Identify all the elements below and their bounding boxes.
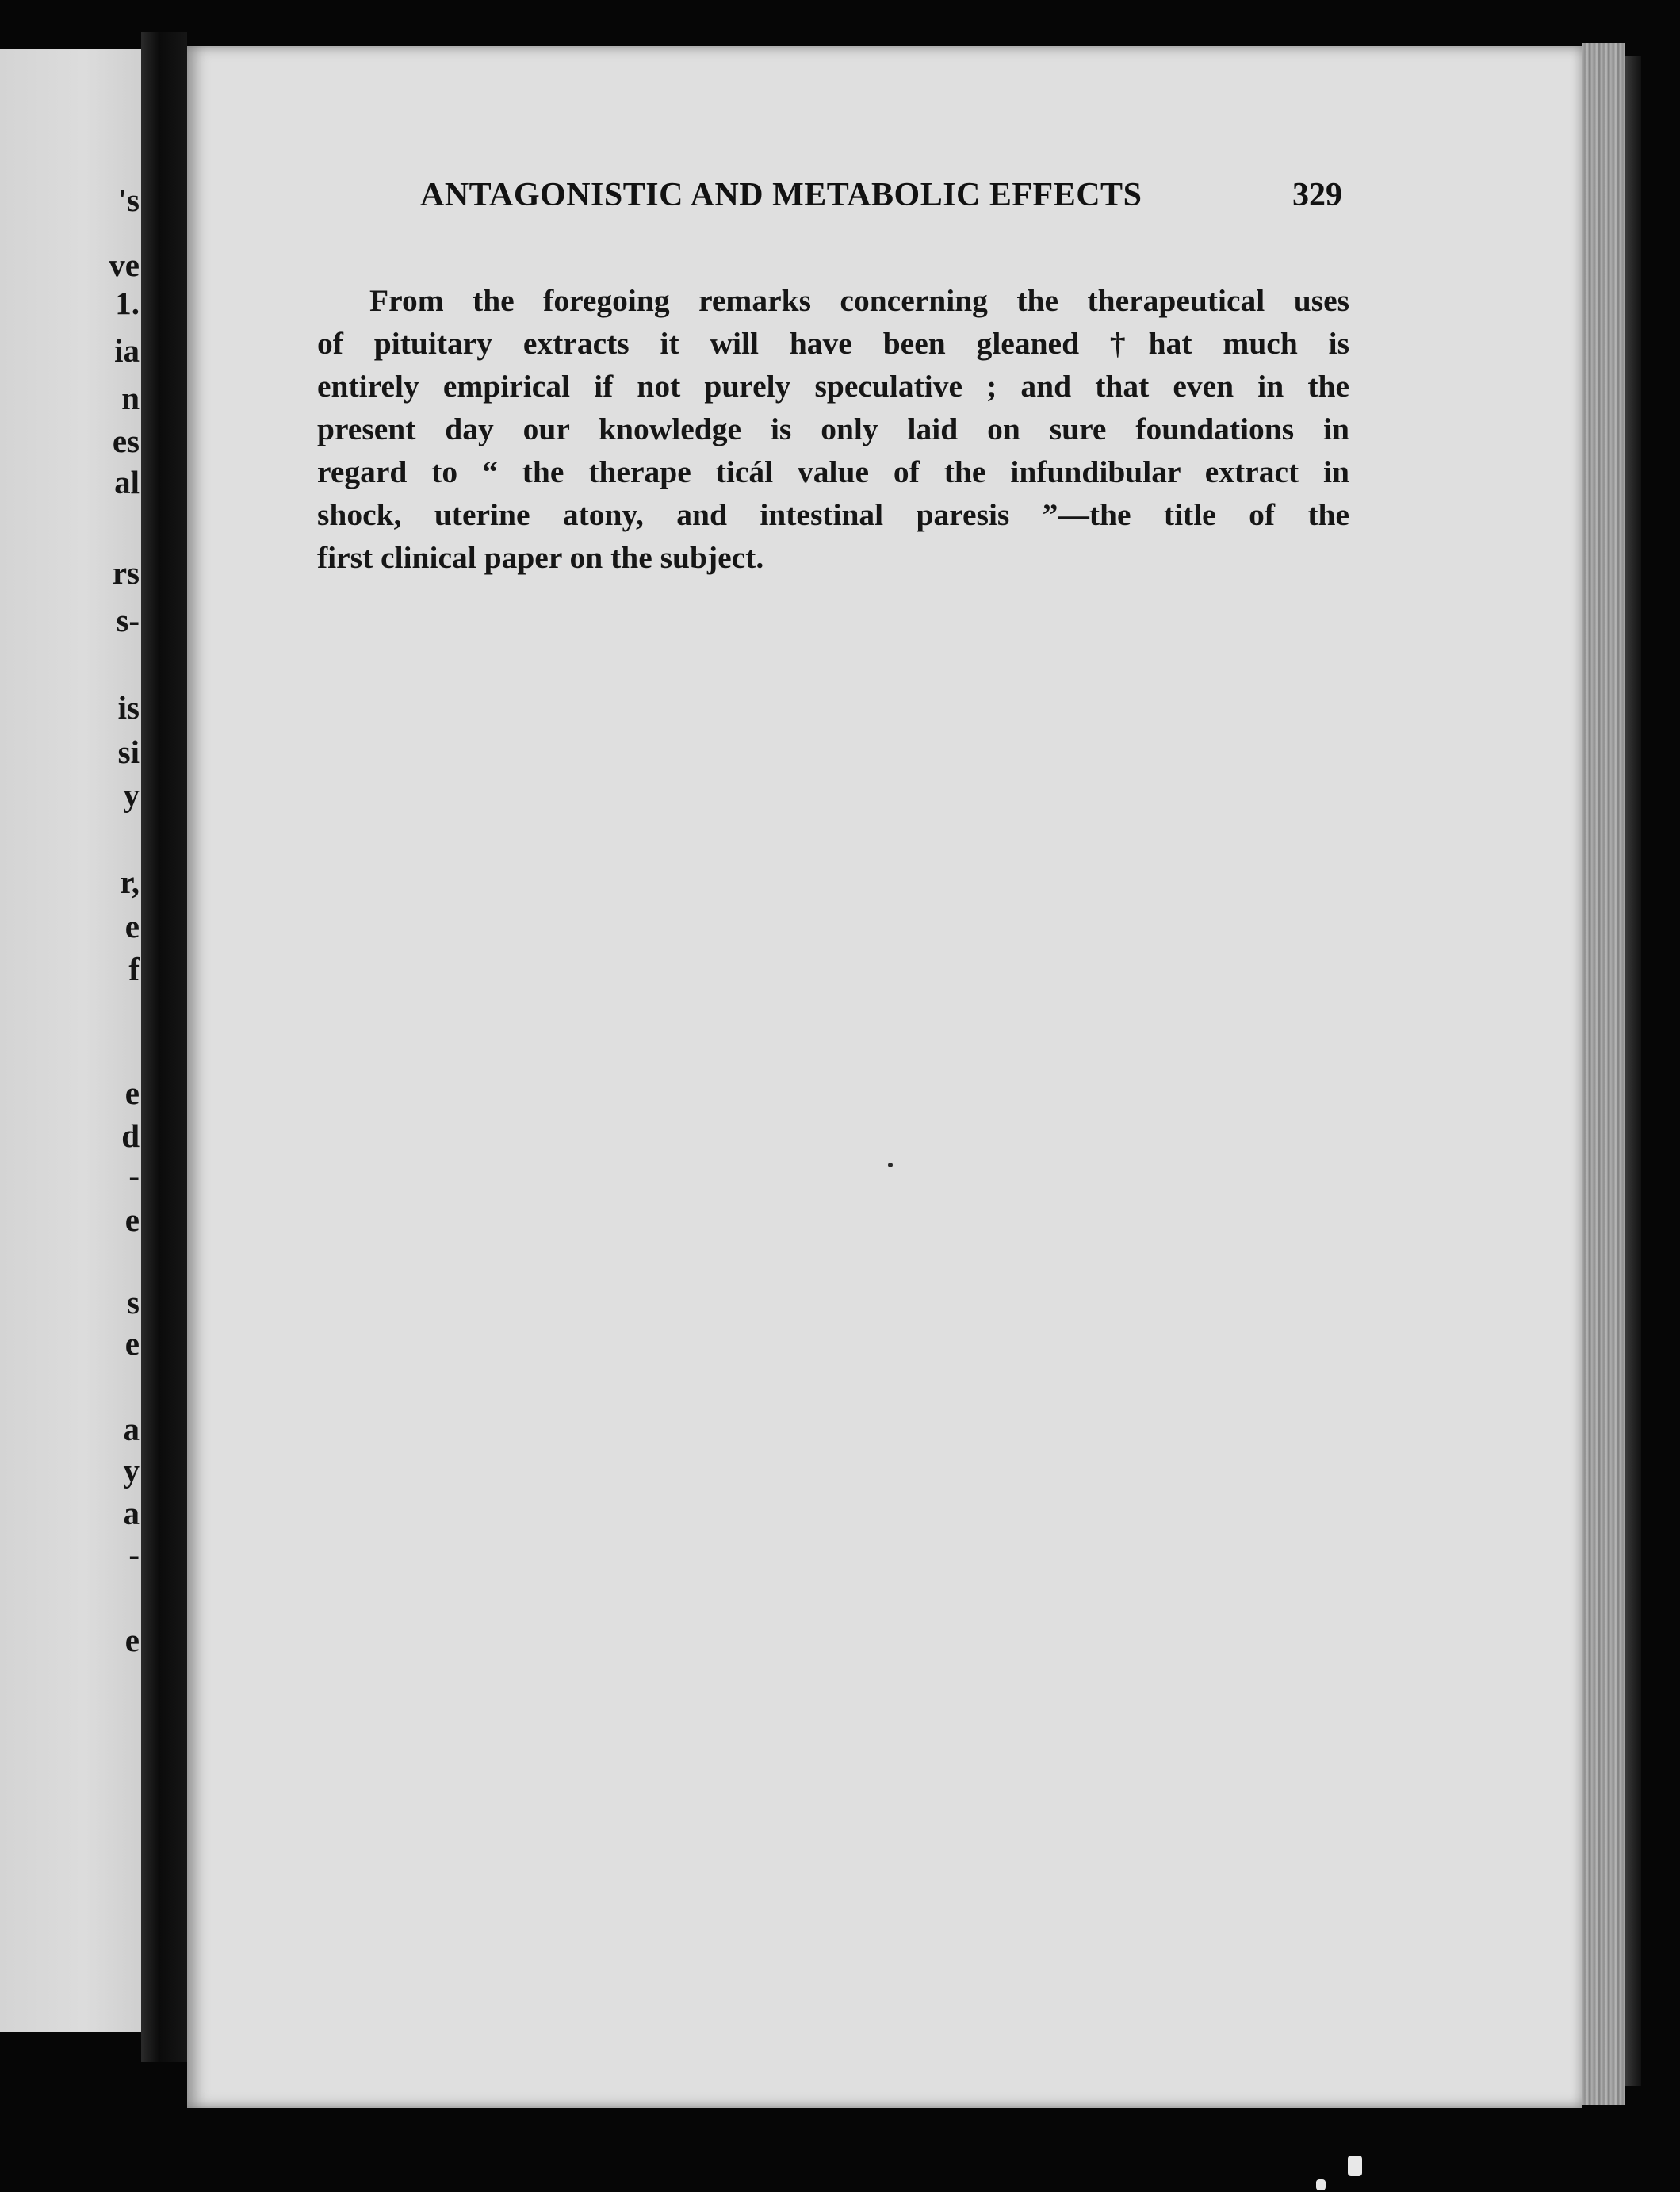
paragraph-line: shock, uterine atony, and intestinal paresis ”—the title of the xyxy=(317,497,1349,532)
left-page-fragment: is xyxy=(117,689,140,726)
book-gutter xyxy=(141,32,187,2062)
scan-artifact xyxy=(1348,2156,1362,2176)
paragraph-line: of pituitary extracts it will have been gleaned †hat much is xyxy=(317,326,1349,361)
left-page-fragment: e xyxy=(124,1075,140,1111)
paragraph-line: present day our knowledge is only laid on sure foundations in xyxy=(317,412,1349,446)
left-page-fragment: e xyxy=(124,908,140,945)
paragraph-line: entirely empirical if not purely speculative ; and that even in the xyxy=(317,369,1349,404)
left-page-fragment: al xyxy=(114,464,140,500)
left-facing-page xyxy=(0,49,141,2032)
left-page-fragment: rs xyxy=(112,554,140,591)
left-page-fragment: a xyxy=(123,1411,140,1447)
left-page-fragment: es xyxy=(112,423,140,459)
dust-speck xyxy=(888,1163,893,1167)
page-edges xyxy=(1582,43,1625,2105)
left-page-fragment: si xyxy=(117,734,140,770)
left-page-fragment: 1. xyxy=(115,285,140,321)
left-page-fragment: 's xyxy=(117,182,140,218)
left-page-fragment: d xyxy=(121,1117,140,1154)
left-page-fragment: s- xyxy=(116,602,140,638)
paragraph-line: regard to “ the therape ticál value of the infundibular extract in xyxy=(317,454,1349,489)
body-paragraph xyxy=(317,279,1349,579)
paragraph-line: From the foregoing remarks concerning the therapeutical uses xyxy=(369,283,1349,318)
book-cover-edge xyxy=(1625,56,1641,2086)
left-page-fragment: y xyxy=(123,1452,140,1489)
page-number: 329 xyxy=(1292,177,1342,213)
left-page-fragment: - xyxy=(128,1536,140,1573)
left-page-fragment: e xyxy=(124,1201,140,1238)
left-page-fragment: a xyxy=(123,1495,140,1531)
left-page-fragment: e xyxy=(124,1325,140,1362)
left-page-fragment: e xyxy=(124,1622,140,1658)
running-head: ANTAGONISTIC AND METABOLIC EFFECTS xyxy=(420,177,1142,213)
scan-artifact xyxy=(1316,2179,1326,2190)
left-page-fragment: r, xyxy=(120,864,140,900)
left-page-fragment: y xyxy=(123,776,140,813)
left-page-fragment: - xyxy=(128,1157,140,1194)
left-page-fragment: ia xyxy=(114,332,140,369)
left-page-fragment: f xyxy=(128,951,140,987)
left-page-fragment: s xyxy=(127,1284,140,1320)
left-page-fragment: ve xyxy=(109,247,140,283)
left-page-fragment: n xyxy=(121,380,140,416)
paragraph-line: first clinical paper on the subject. xyxy=(317,540,764,575)
